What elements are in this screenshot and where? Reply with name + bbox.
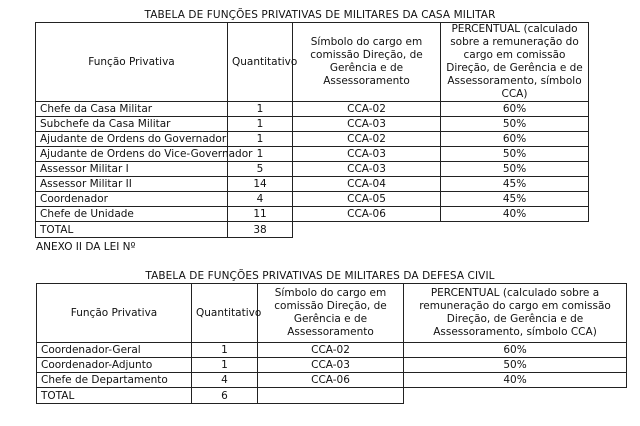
- quantitativo-cell: 14: [228, 177, 293, 192]
- table-row: [37, 358, 627, 373]
- funcao-cell: Ajudante de Ordens do Governador: [36, 132, 228, 147]
- funcao-cell: Chefe de Departamento: [37, 373, 192, 388]
- percentual-cell: 40%: [441, 207, 589, 222]
- funcao-cell: Assessor Militar II: [36, 177, 228, 192]
- funcao-cell: Coordenador: [36, 192, 228, 207]
- percentual-cell: 50%: [441, 147, 589, 162]
- table-row: [36, 177, 589, 192]
- quantitativo-cell: 1: [192, 358, 258, 373]
- percentual-cell: 60%: [441, 102, 589, 117]
- funcao-cell: Chefe de Unidade: [36, 207, 228, 222]
- table1-title: TABELA DE FUNÇÕES PRIVATIVAS DE MILITARES DA CASA MILITAR: [144, 9, 496, 21]
- total-empty-cell: [258, 388, 404, 404]
- total-label: TOTAL: [37, 388, 192, 404]
- table-row: [36, 162, 589, 177]
- table-row: [37, 343, 627, 358]
- quantitativo-cell: 11: [228, 207, 293, 222]
- table-row: [37, 373, 627, 388]
- header-funcao: Função Privativa: [36, 23, 228, 102]
- simbolo-cell: CCA-02: [293, 132, 441, 147]
- quantitativo-cell: 4: [192, 373, 258, 388]
- table-row: [36, 117, 589, 132]
- simbolo-cell: CCA-06: [258, 373, 404, 388]
- total-label: TOTAL: [36, 222, 228, 238]
- simbolo-cell: CCA-04: [293, 177, 441, 192]
- percentual-cell: 40%: [404, 373, 627, 388]
- annex-label: ANEXO II DA LEI Nº: [36, 241, 136, 253]
- table-total-row: [37, 388, 627, 404]
- simbolo-cell: CCA-03: [293, 117, 441, 132]
- simbolo-cell: CCA-05: [293, 192, 441, 207]
- percentual-cell: 60%: [404, 343, 627, 358]
- table-row: [36, 207, 589, 222]
- table-total-row: [36, 222, 589, 238]
- percentual-cell: 45%: [441, 177, 589, 192]
- funcao-cell: Coordenador-Adjunto: [37, 358, 192, 373]
- simbolo-cell: CCA-03: [293, 147, 441, 162]
- funcao-cell: Chefe da Casa Militar: [36, 102, 228, 117]
- percentual-cell: 50%: [404, 358, 627, 373]
- funcao-cell: Coordenador-Geral: [37, 343, 192, 358]
- simbolo-cell: CCA-06: [293, 207, 441, 222]
- percentual-cell: 60%: [441, 132, 589, 147]
- quantitativo-cell: 4: [228, 192, 293, 207]
- quantitativo-cell: 1: [228, 132, 293, 147]
- quantitativo-cell: 1: [228, 102, 293, 117]
- quantitativo-cell: 5: [228, 162, 293, 177]
- header-funcao: Função Privativa: [37, 284, 192, 343]
- header-percentual: PERCENTUAL (calculado sobre a remuneração do cargo em comissão Direção, de Gerência e de Assessoramento, símbolo CCA): [441, 23, 589, 102]
- simbolo-cell: CCA-02: [258, 343, 404, 358]
- header-percentual: PERCENTUAL (calculado sobre a remuneração do cargo em comissão Direção, de Gerência e de Assessoramento, símbolo CCA): [404, 284, 627, 343]
- header-simbolo: Símbolo do cargo em comissão Direção, de Gerência e de Assessoramento: [258, 284, 404, 343]
- casa-militar-table: [35, 22, 589, 238]
- header-simbolo: Símbolo do cargo em comissão Direção, de Gerência e de Assessoramento: [293, 23, 441, 102]
- total-value: 38: [228, 222, 293, 238]
- funcao-cell: Subchefe da Casa Militar: [36, 117, 228, 132]
- simbolo-cell: CCA-02: [293, 102, 441, 117]
- table-header-row: [36, 23, 589, 102]
- table-row: [36, 102, 589, 117]
- table-row: [36, 132, 589, 147]
- percentual-cell: 50%: [441, 162, 589, 177]
- table-row: [36, 192, 589, 207]
- table-row: [36, 147, 589, 162]
- header-quantitativo: Quantitativo: [192, 284, 258, 343]
- percentual-cell: 50%: [441, 117, 589, 132]
- quantitativo-cell: 1: [228, 147, 293, 162]
- table-header-row: [37, 284, 627, 343]
- table2-title: TABELA DE FUNÇÕES PRIVATIVAS DE MILITARES DA DEFESA CIVIL: [145, 270, 495, 282]
- quantitativo-cell: 1: [192, 343, 258, 358]
- total-value: 6: [192, 388, 258, 404]
- funcao-cell: Ajudante de Ordens do Vice-Governador: [36, 147, 228, 162]
- simbolo-cell: CCA-03: [293, 162, 441, 177]
- percentual-cell: 45%: [441, 192, 589, 207]
- funcao-cell: Assessor Militar I: [36, 162, 228, 177]
- quantitativo-cell: 1: [228, 117, 293, 132]
- header-quantitativo: Quantitativo: [228, 23, 293, 102]
- simbolo-cell: CCA-03: [258, 358, 404, 373]
- defesa-civil-table: [36, 283, 627, 404]
